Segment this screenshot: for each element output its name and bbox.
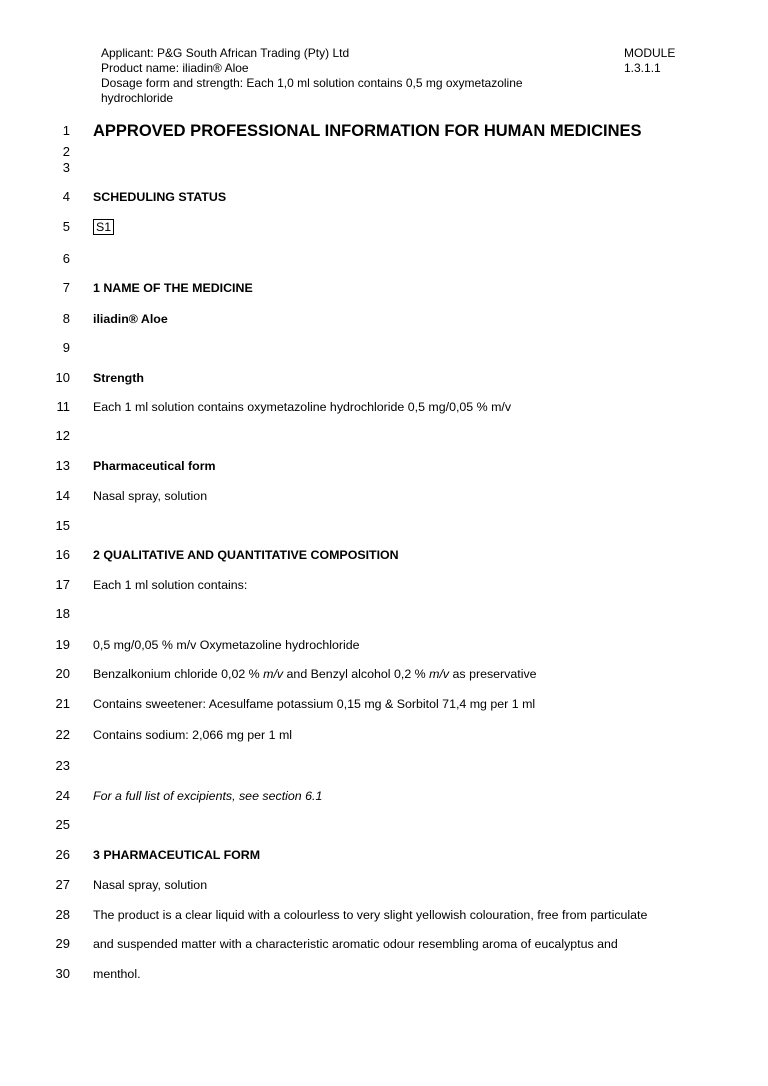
line-number: 30 <box>55 966 70 981</box>
body-text: Contains sodium: 2,066 mg per 1 ml <box>93 728 293 742</box>
body-text <box>93 664 537 684</box>
line-number: 28 <box>55 907 70 922</box>
module-number: 1.3.1.1 <box>624 61 661 75</box>
section-heading: 3 PHARMACEUTICAL FORM <box>93 848 261 862</box>
body-text: Nasal spray, solution <box>93 489 208 503</box>
doc-line <box>0 725 768 745</box>
text-segment: as preservative <box>449 667 537 681</box>
body-text: and suspended matter with a characteristic aromatic odour resembling aroma of eucalyptus and <box>93 937 618 951</box>
line-number: 21 <box>55 696 70 711</box>
doc-line <box>0 338 768 358</box>
line-number: 10 <box>55 370 70 385</box>
doc-line <box>0 309 768 329</box>
body-text: Each 1 ml solution contains: <box>93 578 248 592</box>
doc-line <box>0 694 768 714</box>
doc-line <box>0 664 768 684</box>
section-heading: 2 QUALITATIVE AND QUANTITATIVE COMPOSITION <box>93 548 399 562</box>
line-number: 19 <box>55 637 70 652</box>
line-number: 1 <box>62 123 70 138</box>
doc-line <box>0 426 768 446</box>
doc-line <box>0 368 768 388</box>
text-segment-italic: m/v <box>263 667 284 681</box>
body-text: Each 1 ml solution contains oxymetazoline hydrochloride 0,5 mg/0,05 % m/v <box>93 400 512 414</box>
body-text: 0,5 mg/0,05 % m/v Oxymetazoline hydrochloride <box>93 638 360 652</box>
medicine-name: iliadin® Aloe <box>93 312 168 326</box>
doc-line <box>0 756 768 776</box>
text-segment-italic: m/v <box>429 667 450 681</box>
applicant-line: Applicant: P&G South African Trading (Pty) Ltd <box>101 46 350 60</box>
line-number: 29 <box>55 936 70 951</box>
line-number: 26 <box>55 847 70 862</box>
body-text: The product is a clear liquid with a colourless to very slight yellowish colouration, free from particulate <box>93 908 648 922</box>
line-number: 5 <box>62 219 70 234</box>
excipients-note: For a full list of excipients, see section 6.1 <box>93 789 323 803</box>
line-number: 22 <box>55 727 70 742</box>
line-number: 9 <box>62 340 70 355</box>
doc-line <box>0 121 768 141</box>
module-label: MODULE <box>624 46 676 60</box>
body-text: menthol. <box>93 967 141 981</box>
line-number: 11 <box>56 399 70 414</box>
doc-line <box>0 158 768 178</box>
product-name-line: Product name: iliadin® Aloe <box>101 61 249 75</box>
body-text: Nasal spray, solution <box>93 878 208 892</box>
line-number: 15 <box>55 518 70 533</box>
doc-line <box>0 575 768 595</box>
section-heading: SCHEDULING STATUS <box>93 190 227 204</box>
line-number: 7 <box>62 280 70 295</box>
line-number: 25 <box>55 817 70 832</box>
text-segment: Benzalkonium chloride 0,02 % <box>93 667 264 681</box>
doc-line <box>0 875 768 895</box>
doc-line <box>0 635 768 655</box>
document-header <box>101 46 581 106</box>
doc-line <box>0 278 768 298</box>
line-number: 4 <box>62 189 70 204</box>
dosage-form-line-continued: hydrochloride <box>101 91 174 105</box>
doc-line <box>0 545 768 565</box>
line-number: 14 <box>55 488 70 503</box>
page-title: APPROVED PROFESSIONAL INFORMATION FOR HUMAN MEDICINES <box>93 122 642 140</box>
doc-line <box>0 934 768 954</box>
doc-line <box>0 249 768 269</box>
doc-line <box>0 456 768 476</box>
doc-line <box>0 397 768 417</box>
line-number: 3 <box>62 160 70 175</box>
line-number: 23 <box>55 758 70 773</box>
dosage-form-line: Dosage form and strength: Each 1,0 ml solution contains 0,5 mg oxymetazoline <box>101 76 523 90</box>
line-number: 12 <box>55 428 70 443</box>
line-number: 24 <box>55 788 70 803</box>
doc-line <box>0 187 768 207</box>
doc-line <box>0 217 768 237</box>
body-text: Contains sweetener: Acesulfame potassium 0,15 mg & Sorbitol 71,4 mg per 1 ml <box>93 697 536 711</box>
line-number: 16 <box>55 547 70 562</box>
line-number: 6 <box>62 251 70 266</box>
line-number: 20 <box>55 666 70 681</box>
doc-line <box>0 815 768 835</box>
doc-line <box>0 516 768 536</box>
line-number: 13 <box>55 458 70 473</box>
line-number: 2 <box>62 144 70 159</box>
module-reference <box>624 46 675 76</box>
line-number: 17 <box>55 577 70 592</box>
doc-line <box>0 786 768 806</box>
doc-line <box>0 845 768 865</box>
line-number: 18 <box>55 606 70 621</box>
line-number: 8 <box>62 311 70 326</box>
subheading: Strength <box>93 371 144 385</box>
doc-line <box>0 486 768 506</box>
section-heading: 1 NAME OF THE MEDICINE <box>93 281 253 295</box>
schedule-badge: S1 <box>93 219 114 235</box>
subheading: Pharmaceutical form <box>93 459 216 473</box>
line-number: 27 <box>55 877 70 892</box>
text-segment: and Benzyl alcohol 0,2 % <box>283 667 430 681</box>
doc-line <box>0 604 768 624</box>
doc-line <box>0 905 768 925</box>
doc-line <box>0 964 768 984</box>
